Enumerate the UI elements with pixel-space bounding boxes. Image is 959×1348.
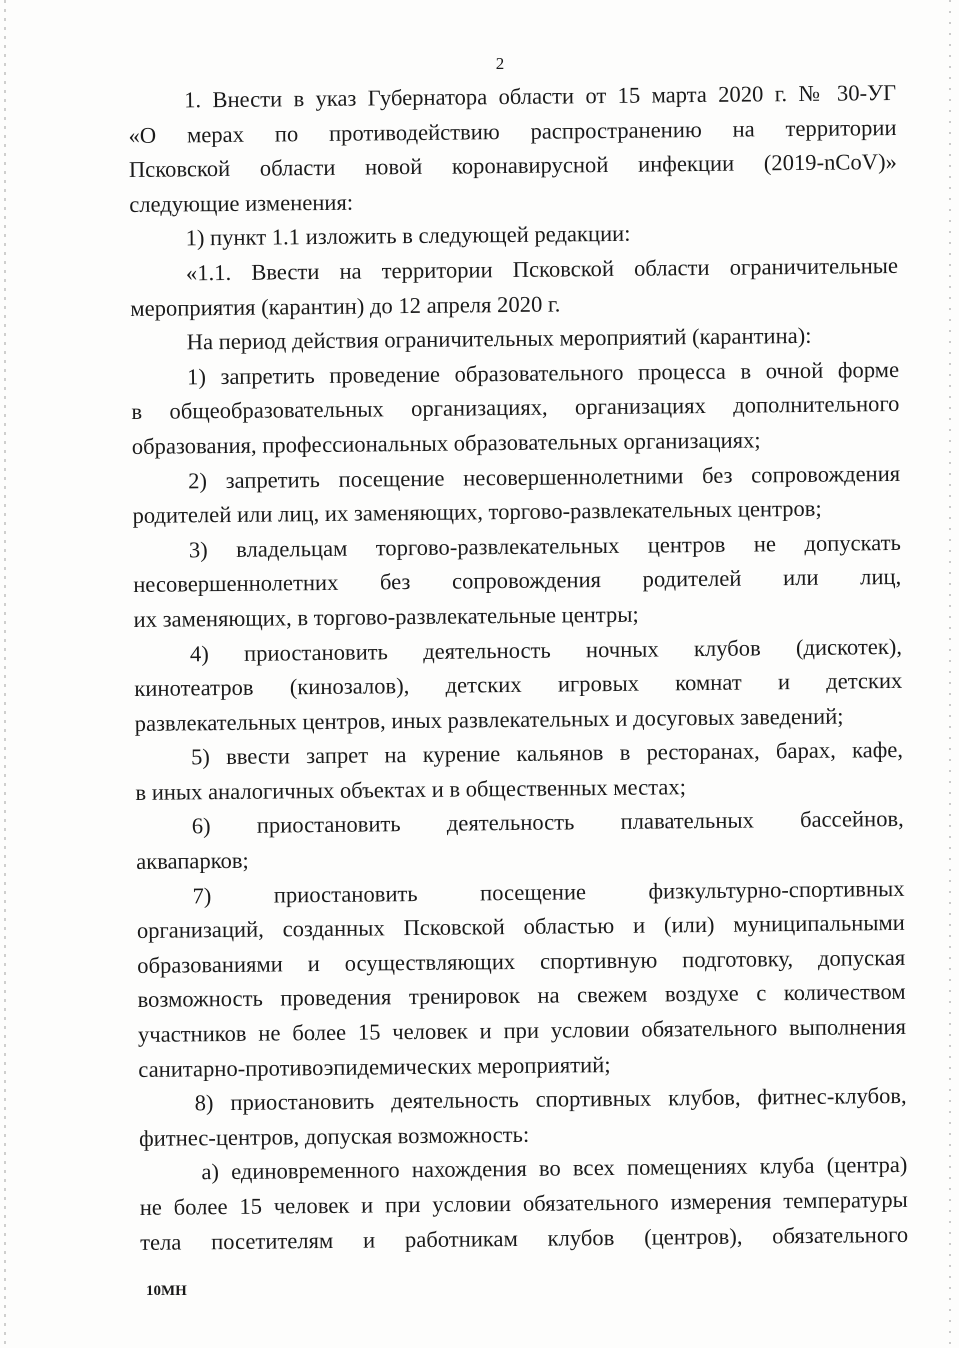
text-line: Псковской области новой коронавирусной инфекции (2019-nCoV)» bbox=[128, 149, 897, 183]
text-line: а) единовременного нахождения во всех помещениях клуба (центра) bbox=[201, 1152, 908, 1185]
text-line: несовершеннолетних без сопровождения родителей или лиц, bbox=[133, 564, 902, 598]
text-line: 6) приостановить деятельность плавательных бассейнов, bbox=[191, 806, 904, 839]
decree-text bbox=[128, 76, 908, 1260]
text-line: не более 15 человек и при условии обязательного измерения температуры bbox=[139, 1186, 908, 1220]
text-line: 5) ввести запрет на курение кальянов в ресторанах, барах, кафе, bbox=[190, 737, 904, 770]
text-line: аквапарков; bbox=[136, 847, 249, 875]
text-line: 1) запретить проведение образовательного процесса в очной форме bbox=[186, 356, 900, 390]
text-line: кинотеатров (кинозалов), детских игровых комнат и детских bbox=[134, 668, 903, 702]
text-line: санитарно-противоэпидемических мероприятий; bbox=[138, 1051, 611, 1082]
text-line: их заменяющих, в торгово-развлекательные центры; bbox=[133, 601, 639, 632]
text-line: 7) приостановить посещение физкультурно-спортивных bbox=[192, 875, 905, 909]
text-line: образованиями и осуществляющих спортивную подготовку, допуская bbox=[137, 944, 906, 978]
text-line: участников не более 15 человек и при условии обязательного выполнения bbox=[137, 1013, 907, 1047]
page-number: 2 bbox=[495, 54, 505, 73]
text-line: 1) пункт 1.1 изложить в следующей редакции: bbox=[185, 221, 631, 251]
text-line: «1.1. Ввести на территории Псковской области ограничительные bbox=[185, 252, 899, 286]
text-line: мероприятия (карантин) до 12 апреля 2020 г. bbox=[130, 291, 561, 321]
text-line: 4) приостановить деятельность ночных клубов (дискотек), bbox=[189, 633, 903, 666]
text-line: родителей или лиц, их заменяющих, торгово-развлекательных центров; bbox=[132, 495, 822, 529]
text-line: 2) запретить посещение несовершеннолетними без сопровождения bbox=[188, 460, 901, 493]
text-line: тела посетителям и работникам клубов (центров), обязательного bbox=[139, 1221, 909, 1255]
text-line: фитнес-центров, допуская возможность: bbox=[138, 1121, 530, 1151]
text-line: На период действия ограничительных мероприятий (карантина): bbox=[186, 323, 812, 355]
scan-edge-left bbox=[4, 0, 6, 1348]
text-line: организаций, созданных Псковской областью и (или) муниципальными bbox=[136, 910, 905, 944]
text-line: образования, профессиональных образовательных организациях; bbox=[131, 427, 761, 459]
text-line: 8) приостановить деятельность спортивных клубов, фитнес-клубов, bbox=[194, 1083, 907, 1116]
text-line: 3) владельцам торгово-развлекательных центров не допускать bbox=[188, 529, 901, 563]
text-line: возможность проведения тренировок на свежем воздухе с количеством bbox=[137, 979, 906, 1013]
text-line: в общеобразовательных организациях, организациях дополнительного bbox=[131, 391, 900, 425]
document-code: 10МН bbox=[146, 1283, 187, 1299]
text-line: «О мерах по противодействию распространению на территории bbox=[128, 114, 897, 148]
text-line: 1. Внести в указ Губернатора области от 15 марта 2020 г. № 30-УГ bbox=[184, 79, 897, 113]
text-line: развлекательных центров, иных развлекательных и досуговых заведений; bbox=[134, 703, 844, 736]
scan-edge-right bbox=[949, 0, 951, 1348]
text-line: следующие изменения: bbox=[129, 189, 354, 217]
text-line: в иных аналогичных объектах и в общественных местах; bbox=[135, 774, 687, 805]
